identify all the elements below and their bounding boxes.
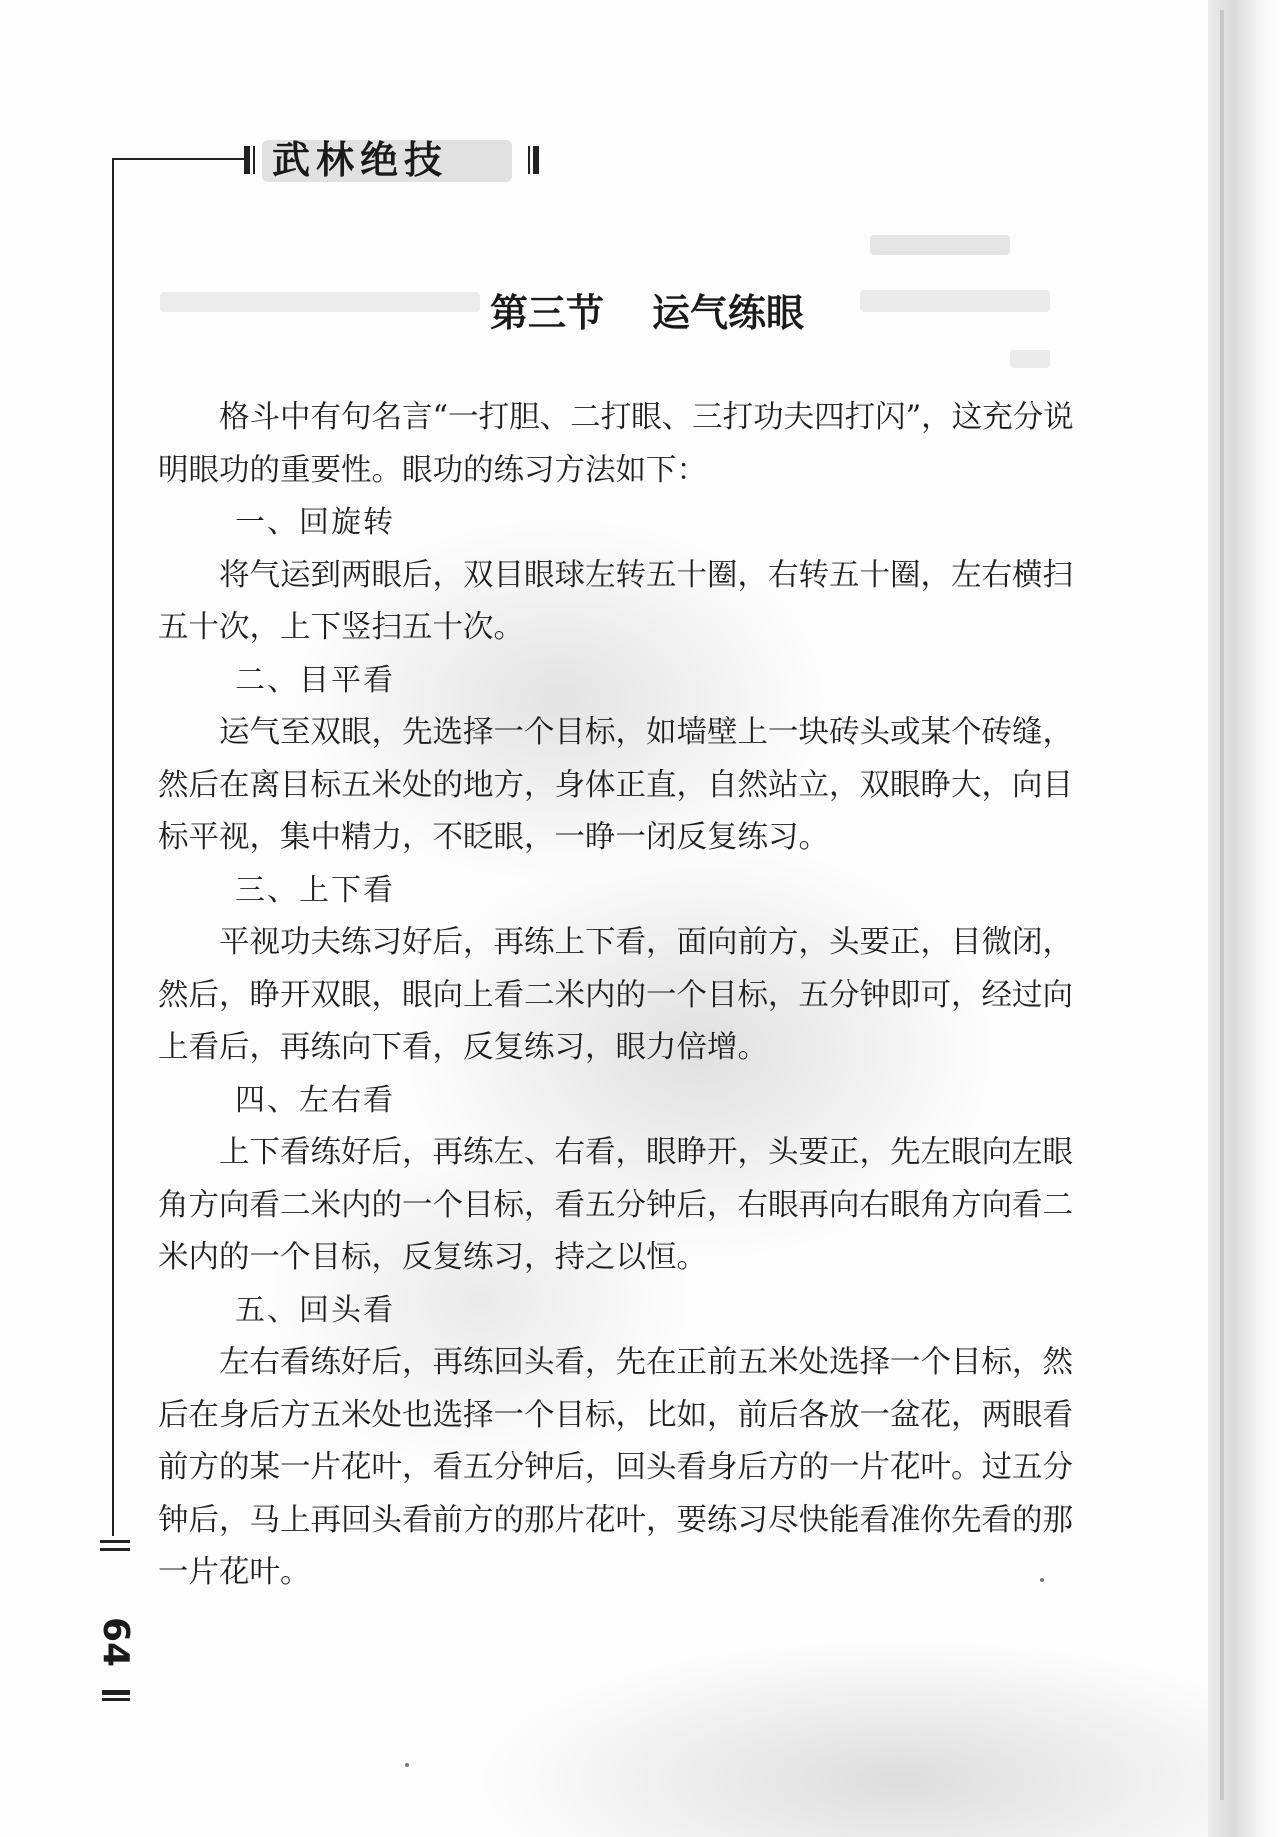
speck [405, 1763, 409, 1767]
section-number: 第三节 [490, 291, 605, 335]
paragraph-level-gaze: 运气至双眼，先选择一个目标，如墙壁上一块砖头或某个砖缝，然后在离目标五米处的地方，身体正直，自然站立，双眼睁大，向目标平视，集中精力，不眨眼，一睁一闭反复练习。 [158, 715, 1073, 855]
section-title [490, 285, 804, 341]
paragraph-left-right: 上下看练好后，再练左、右看，眼睁开，头要正，先左眼向左眼角方向看二米内的一个目标，看五分钟后，右眼再向右眼角方向看二米内的一个目标，反复练习，持之以恒。 [158, 1135, 1073, 1275]
subheading-left-right: 四、左右看 [235, 1082, 395, 1118]
paragraph-intro: 格斗中有句名言“一打胆、二打眼、三打功夫四打闪”，这充分说明眼功的重要性。眼功的练习方法如下： [158, 400, 1074, 488]
header-rule [112, 158, 244, 160]
page-number-bar-top-2 [100, 1548, 130, 1551]
paragraph-rotate: 将气运到两眼后，双目眼球左转五十圈，右转五十圈，左右横扫五十次，上下竖扫五十次。 [158, 557, 1073, 645]
subheading-level-gaze: 二、目平看 [235, 662, 395, 698]
page-edge-line [1220, 10, 1224, 1800]
page-number: 64 [95, 1617, 136, 1668]
paragraph-up-down: 平视功夫练习好后，再练上下看，面向前方，头要正，目微闭，然后，睁开双眼，眼向上看二米内的一个目标，五分钟即可，经过向上看后，再练向下看，反复练习，眼力倍增。 [158, 925, 1073, 1065]
header-bar-right-1 [528, 146, 530, 174]
page-edge-shadow [1208, 0, 1280, 1837]
book-title: 武林绝技 [272, 138, 449, 182]
margin-rule [112, 158, 114, 1536]
subheading-up-down: 三、上下看 [235, 872, 395, 908]
paragraph-look-back: 左右看练好后，再练回头看，先在正前五米处选择一个目标，然后在身后方五米处也选择一个目标，比如，前后各放一盆花，两眼看前方的某一片花叶，看五分钟后，回头看身后方的一片花叶。过五分钟后，马上再回头看前方的那片花叶，要练习尽快能看准你先看的那一片花叶。 [158, 1345, 1073, 1590]
page-number-bar-bottom-1 [102, 1690, 130, 1695]
section-name: 运气练眼 [652, 291, 805, 335]
subheading-look-back: 五、回头看 [235, 1292, 395, 1328]
page-number-bar-top-1 [100, 1540, 130, 1543]
header-bar-right-2 [533, 146, 539, 174]
subheading-rotate: 一、回旋转 [235, 505, 395, 540]
header-bar-left-2 [253, 146, 255, 174]
speck [1040, 1578, 1044, 1582]
body-text [158, 392, 1088, 1600]
header-bar-left-1 [244, 146, 250, 174]
page-number-bar-bottom-2 [102, 1698, 130, 1701]
